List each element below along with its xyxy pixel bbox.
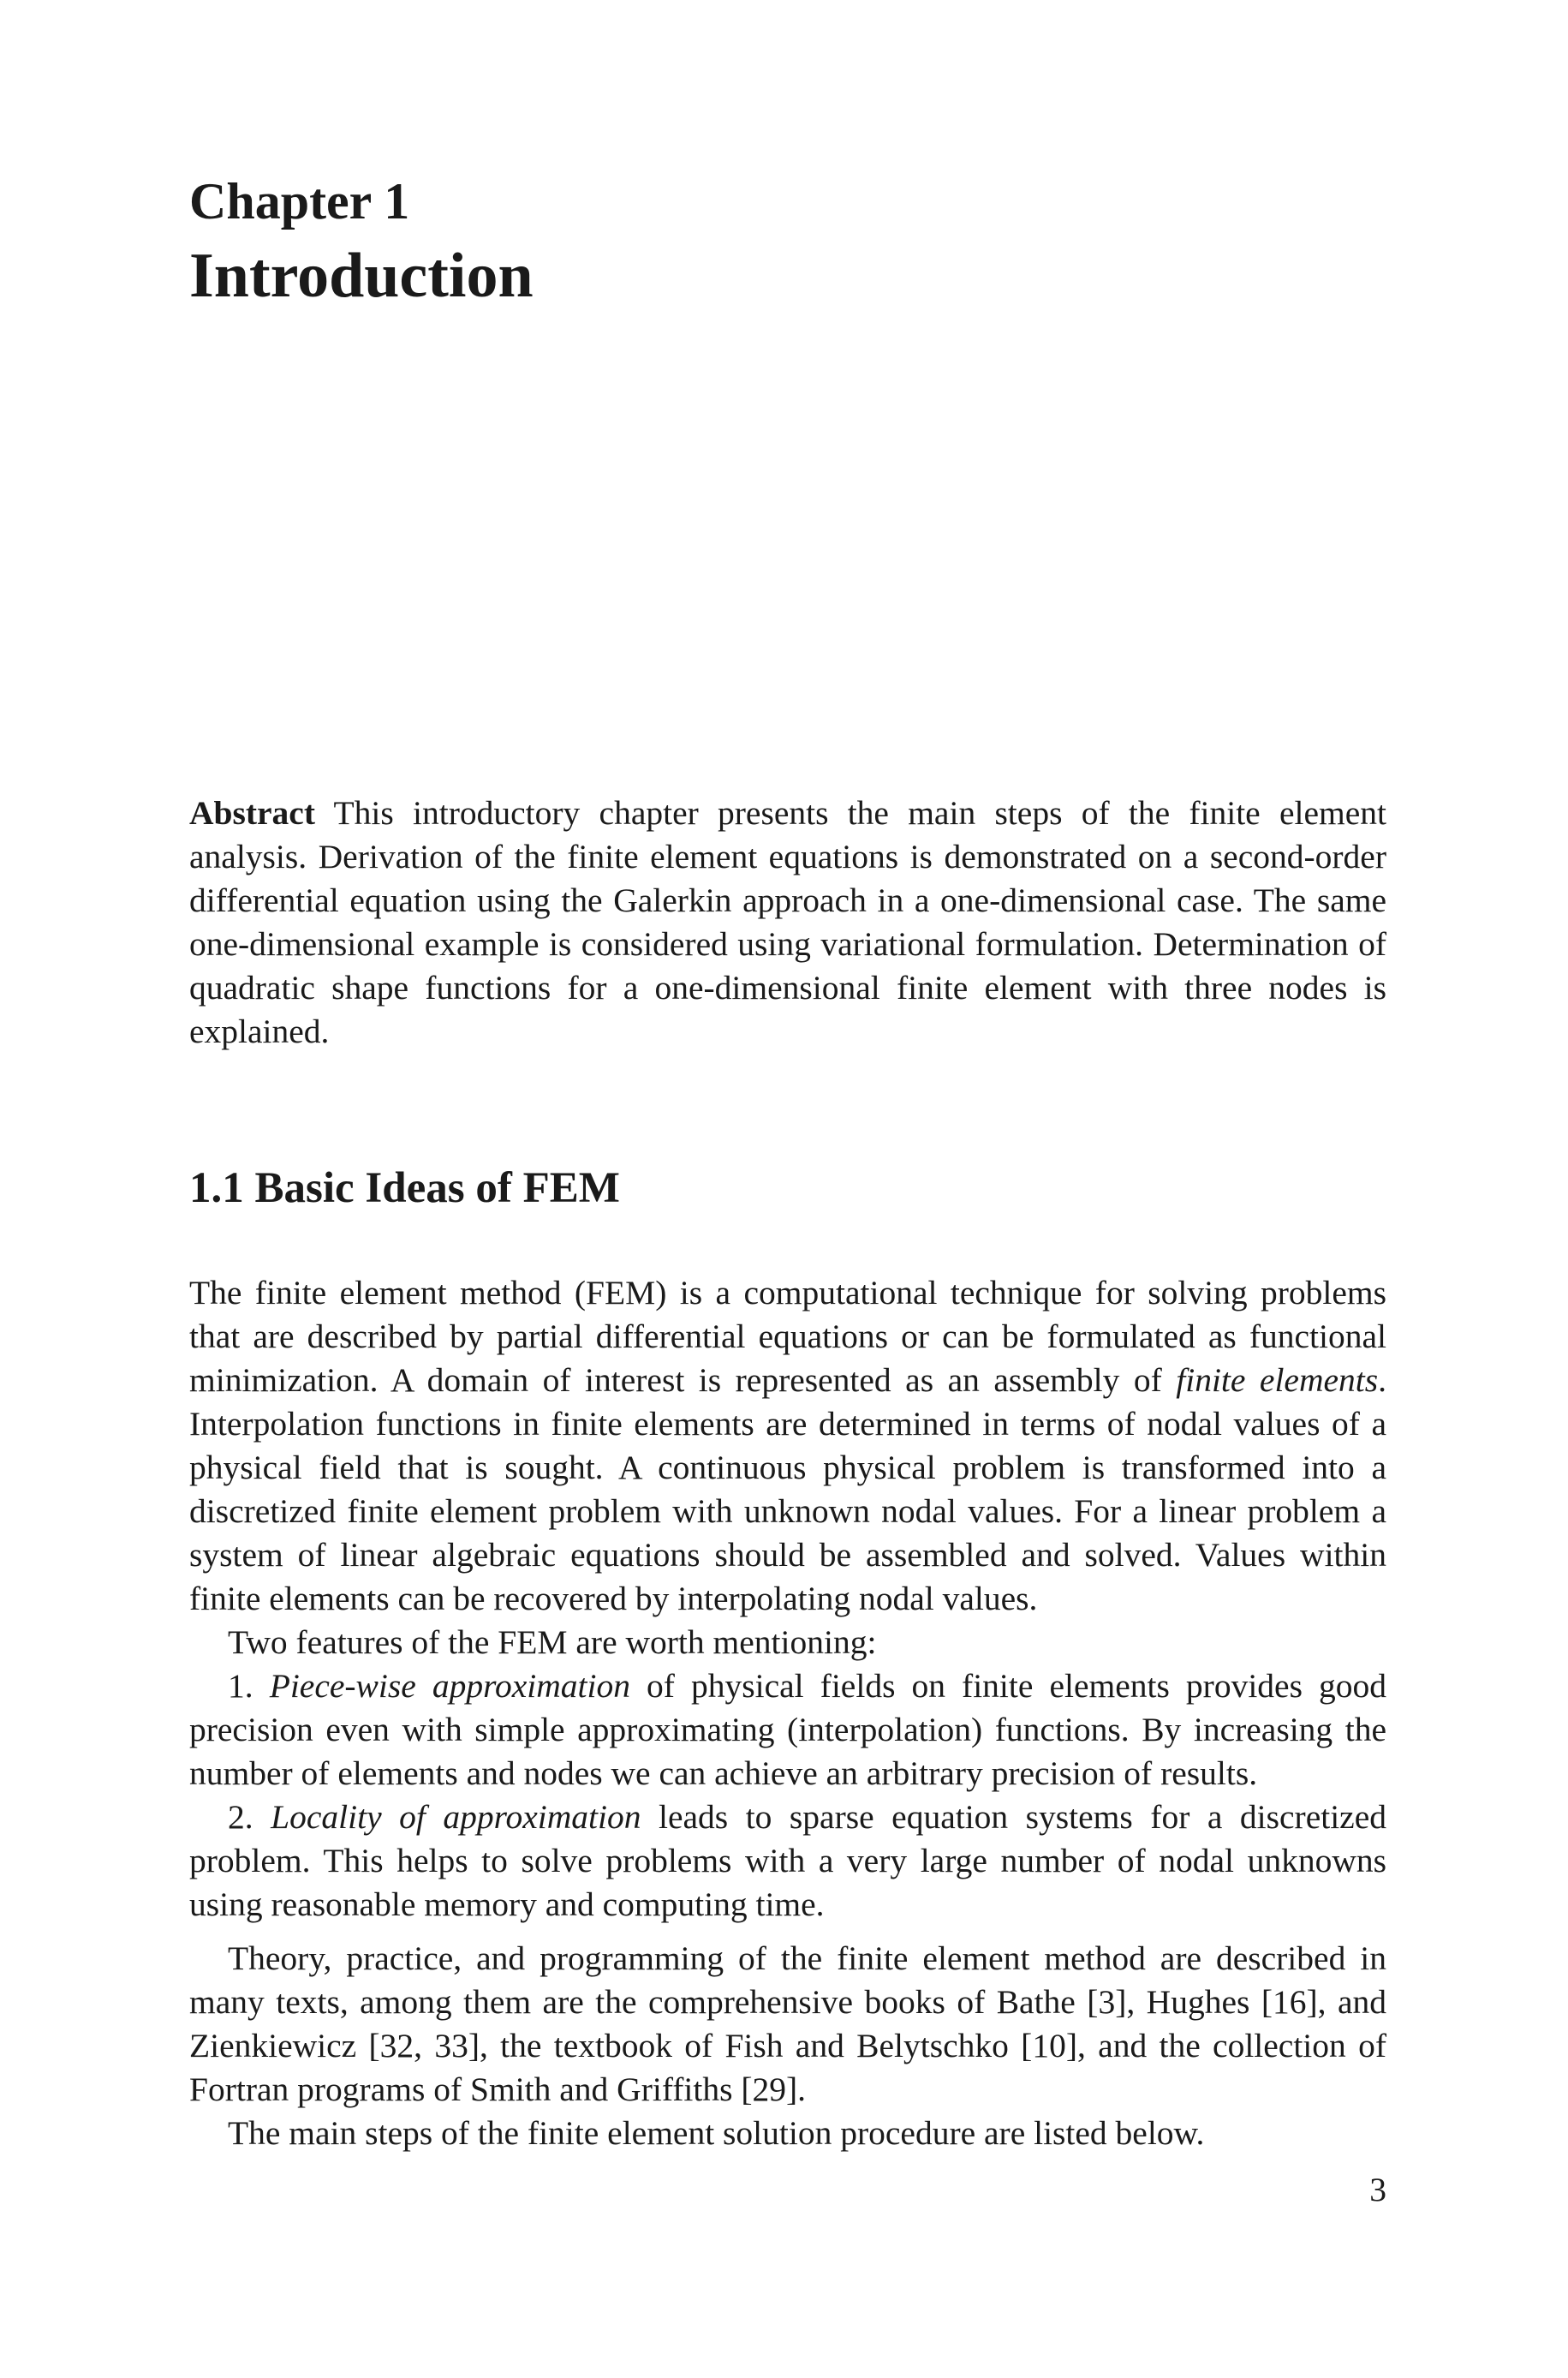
abstract bbox=[189, 792, 1386, 1054]
book-page bbox=[189, 0, 1386, 2378]
abstract-label: Abstract bbox=[189, 794, 315, 832]
page-number: 3 bbox=[1369, 2171, 1386, 2208]
section-title: 1.1 Basic Ideas of FEM bbox=[189, 1164, 620, 1212]
paragraph-1-text-a: The finite element method (FEM) is a computational technique for solving problems that are described by partial differential equations or can be formulated as functional minimization. A domain of interest is represented as an assembly of bbox=[189, 1274, 1386, 1399]
chapter-title: Introduction bbox=[189, 241, 534, 311]
paragraph-4-text: leads to sparse equation systems for a discretized problem. This helps to solve problems with a very large number of nodal unknowns using reasonable memory and computing time. bbox=[189, 1798, 1386, 1923]
chapter-label: Chapter 1 bbox=[189, 173, 410, 230]
paragraph-6: The main steps of the finite element solution procedure are listed below. bbox=[228, 2114, 1205, 2152]
paragraph-1-text-b: . Interpolation functions in finite elements are determined in terms of nodal values of a physical field that is sought. A continuous physical problem is transformed into a discretized finite element problem with unknown nodal values. For a linear problem a system of linear algebraic equations should be assembled and solved. Values within finite elements can be recovered by interpolating nodal values. bbox=[189, 1361, 1386, 1617]
paragraph-3 bbox=[189, 1664, 1386, 1795]
abstract-text: This introductory chapter presents the main steps of the finite element analysis. Derivation of the finite element equations is demonstrated on a second-order differential equation using the Galerkin approach in a one-dimensional case. The same one-dimensional example is considered using variational formulation. Determination of quadratic shape functions for a one-dimensional finite element with three nodes is explained. bbox=[189, 794, 1386, 1050]
section-body bbox=[189, 1271, 1386, 2155]
paragraph-4-emphasis: Locality of approximation bbox=[271, 1798, 641, 1836]
paragraph-1 bbox=[189, 1271, 1386, 1621]
paragraph-2: Two features of the FEM are worth mentioning: bbox=[228, 1623, 877, 1661]
paragraph-3-emphasis: Piece-wise approximation bbox=[269, 1667, 630, 1705]
paragraph-1-emphasis: finite elements bbox=[1176, 1361, 1379, 1399]
list-number-1: 1. bbox=[228, 1667, 270, 1705]
paragraph-3-text: of physical fields on finite elements provides good precision even with simple approximating (interpolation) functions. By increasing the number of elements and nodes we can achieve an arbitrary precision of results. bbox=[189, 1667, 1387, 1792]
list-number-2: 2. bbox=[228, 1798, 271, 1836]
paragraph-4 bbox=[189, 1795, 1386, 1927]
paragraph-5: Theory, practice, and programming of the finite element method are described in many texts, among them are the comprehensive books of Bathe [3], Hughes [16], and Zienkiewicz [32, 33], the textbook of Fish and Belytschko [10], and the collection of Fortran programs of Smith and Griffiths [29]. bbox=[189, 1939, 1386, 2108]
